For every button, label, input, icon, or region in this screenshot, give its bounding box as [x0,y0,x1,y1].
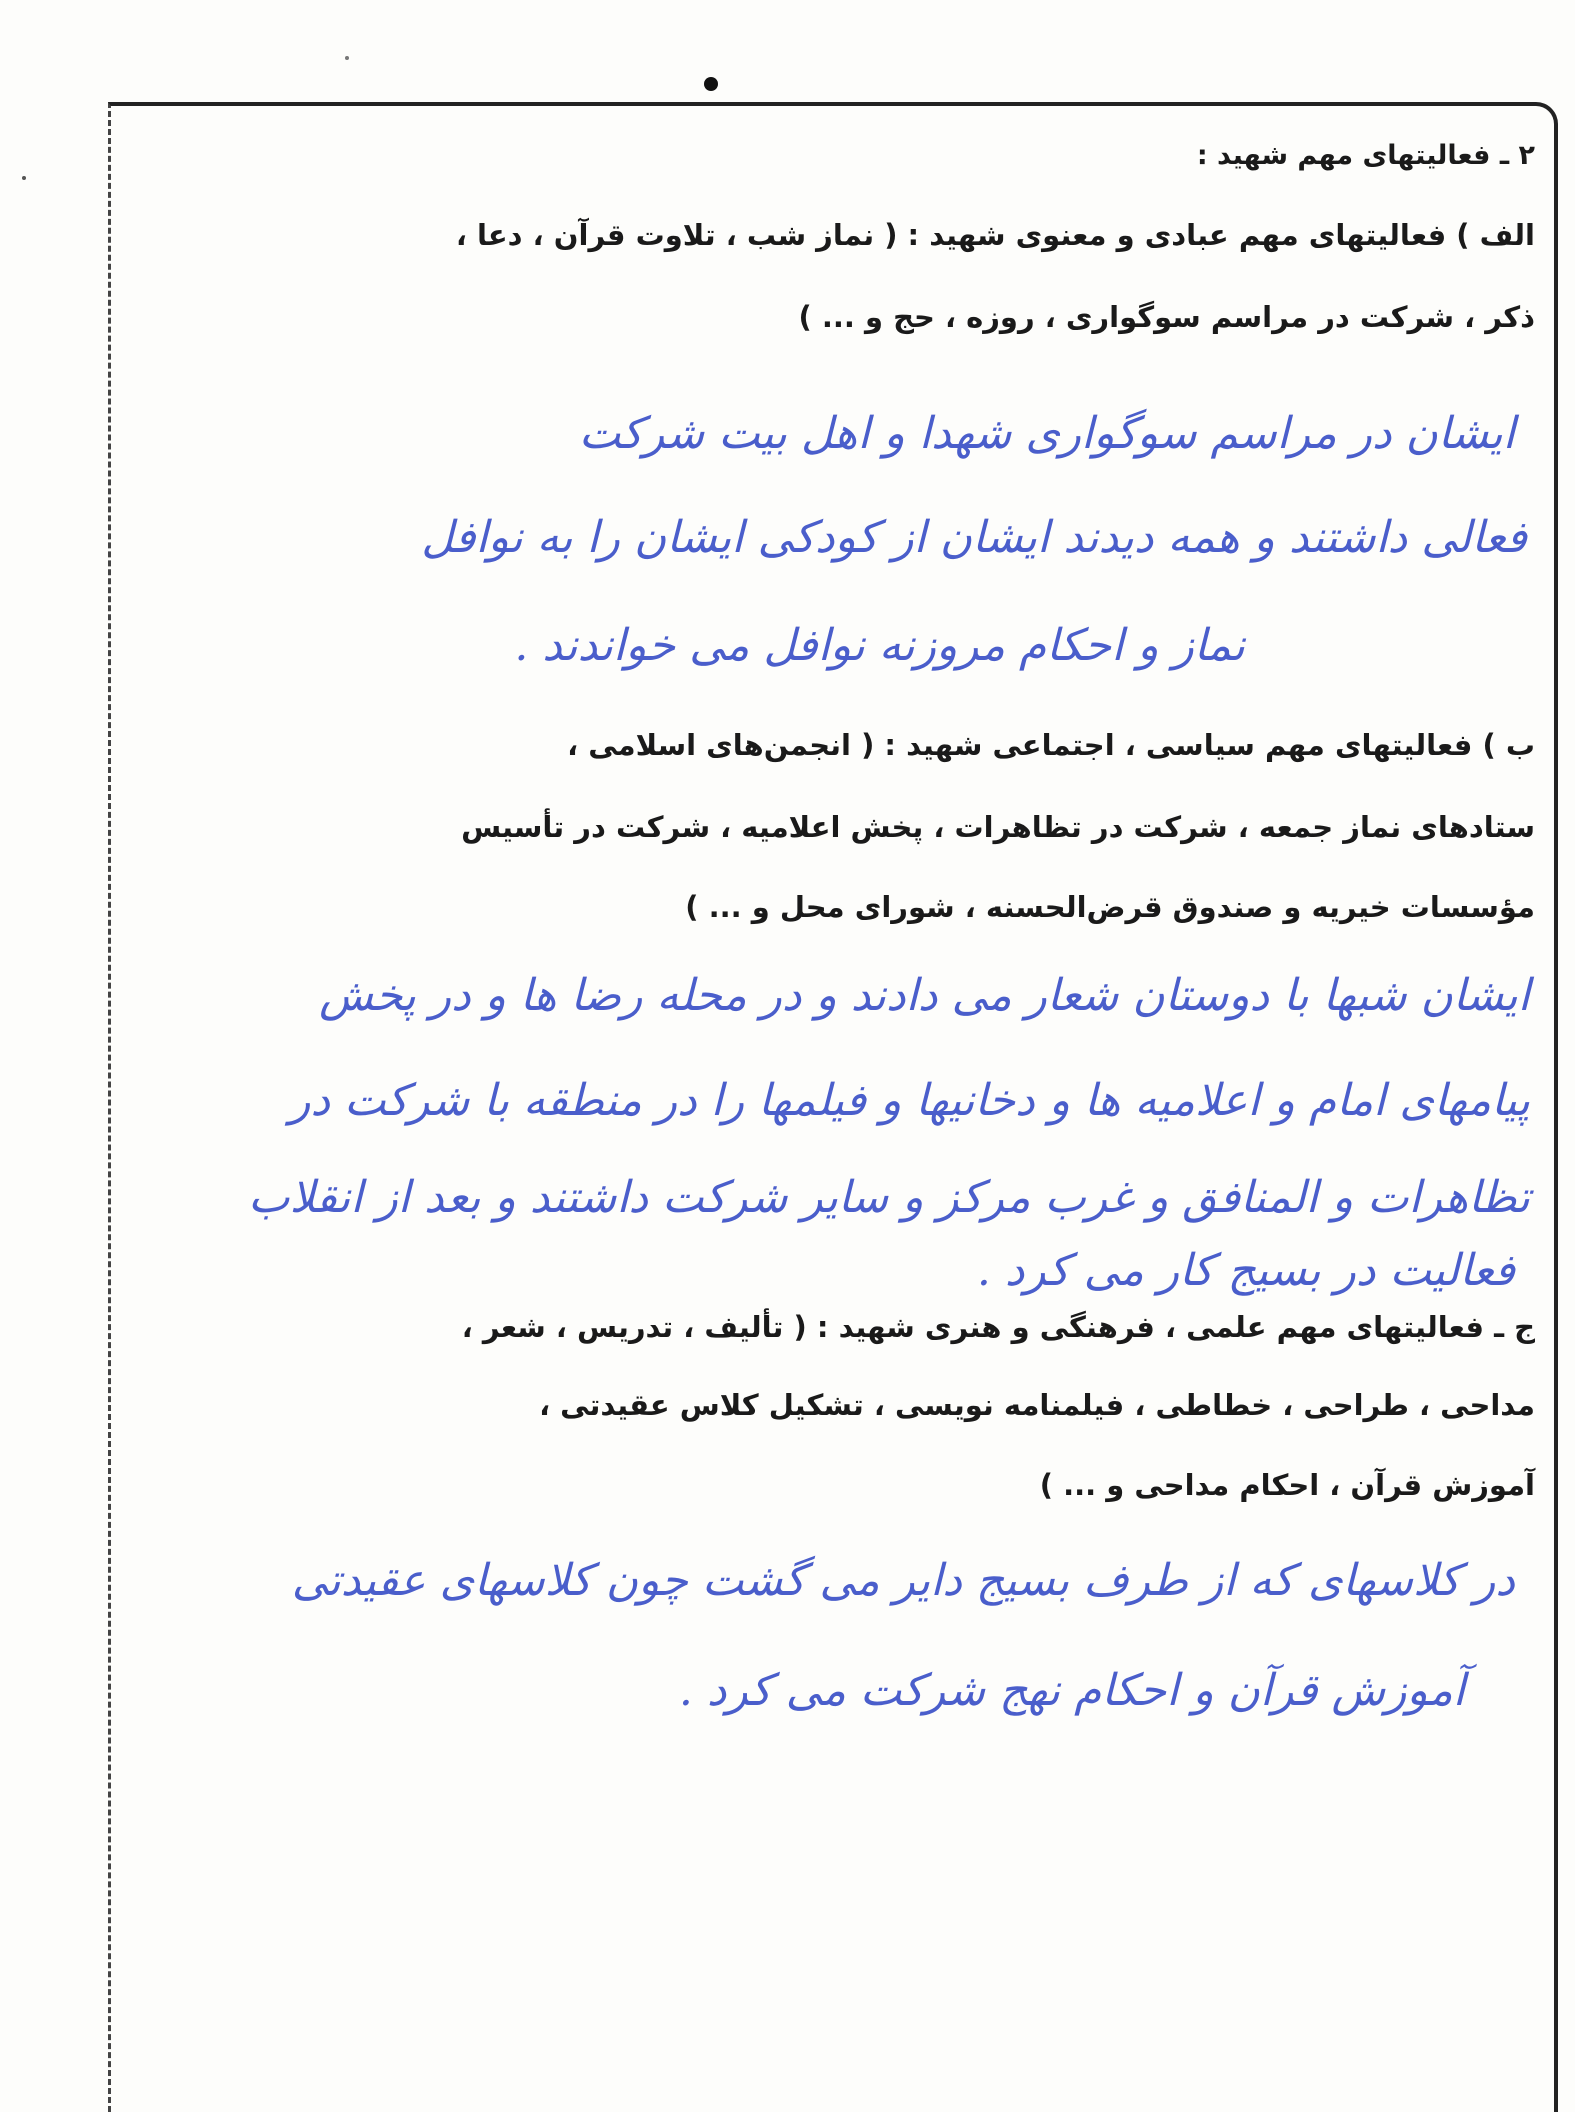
handwritten-answer-a-2: فعالی داشتند و همه دیدند ایشان از کودکی ایشان را به نوافل [421,512,1527,563]
section-c-line-2: مداحی ، طراحی ، خطاطی ، فیلمنامه نویسی ، تشکیل کلاس عقیدتی ، [539,1388,1535,1422]
section-c-line-1: ج ـ فعالیتهای مهم علمی ، فرهنگی و هنری شهید : ( تألیف ، تدریس ، شعر ، [461,1310,1535,1344]
handwritten-answer-c-1: در کلاسهای که از طرف بسیج دایر می گشت چون کلاسهای عقیدتی [291,1555,1515,1606]
section-a-line-1: الف ) فعالیتهای مهم عبادی و معنوی شهید : ( نماز شب ، تلاوت قرآن ، دعا ، [455,218,1535,252]
handwritten-answer-a-3: نماز و احکام مروزنه نوافل می خواندند . [514,620,1245,671]
handwritten-answer-a-1: ایشان در مراسم سوگواری شهدا و اهل بیت شرکت [578,408,1515,459]
section-b-line-1: ب ) فعالیتهای مهم سیاسی ، اجتماعی شهید : ( انجمن‌های اسلامی ، [567,728,1535,762]
ink-speck [345,56,349,60]
handwritten-answer-b-1: ایشان شبها با دوستان شعار می دادند و در محله رضا ها و در پخش [319,970,1530,1021]
ink-speck [22,176,26,180]
section-heading: ۲ ـ فعالیتهای مهم شهید : [1196,140,1535,171]
handwritten-answer-b-2: پیامهای امام و اعلامیه ها و دخانیها و فیلمها را در منطقه با شرکت در [289,1075,1530,1126]
handwritten-answer-c-2: آموزش قرآن و احکام نهج شرکت می کرد . [678,1665,1465,1716]
section-b-line-2: ستادهای نماز جمعه ، شرکت در تظاهرات ، پخش اعلامیه ، شرکت در تأسیس [461,810,1535,844]
handwritten-answer-b-4: فعالیت در بسیج کار می کرد . [976,1245,1515,1296]
handwritten-answer-b-3: تظاهرات و المنافق و غرب مرکز و سایر شرکت داشتند و بعد از انقلاب [248,1172,1530,1223]
section-b-line-3: مؤسسات خیریه و صندوق قرض‌الحسنه ، شورای محل و ... ) [685,890,1535,924]
ink-speck [704,77,718,91]
section-c-line-3: آموزش قرآن ، احکام مداحی و ... ) [1039,1468,1535,1502]
section-a-line-2: ذکر ، شرکت در مراسم سوگواری ، روزه ، حج و ... ) [798,300,1535,334]
